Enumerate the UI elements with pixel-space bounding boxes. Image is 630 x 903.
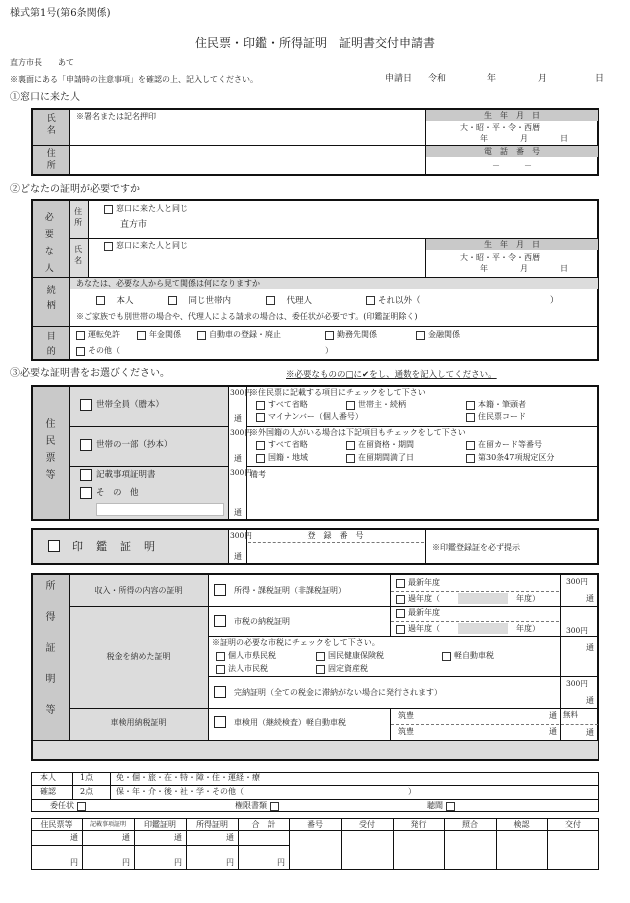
part-household-label: 世帯の一部（抄本） xyxy=(96,440,173,450)
yen-record[interactable]: 円 xyxy=(122,858,130,867)
plate-1-copies[interactable]: 通 xyxy=(549,711,557,720)
tax-past-close: 年度） xyxy=(516,624,540,633)
col-issue: 発行 xyxy=(410,820,427,829)
complete-price: 300円 xyxy=(566,679,588,688)
price-all: 300円 xyxy=(230,388,252,397)
foreign-omit-all[interactable]: すべて省略 xyxy=(256,440,308,450)
price-part: 300円 xyxy=(230,428,252,437)
complete-cert-label: 完納証明（全ての税金に滞納がない場合に発行されます） xyxy=(234,688,442,697)
purpose-employer[interactable]: 勤務先関係 xyxy=(325,330,377,340)
income-tax-checkbox[interactable] xyxy=(214,584,226,596)
phone-input[interactable]: － － xyxy=(492,161,532,170)
seal-cert-label: 印 鑑 証 明 xyxy=(72,540,156,553)
remarks-label: 備考 xyxy=(250,470,266,479)
point1-docs[interactable]: 免・個・旅・在・特・障・住・運経・療 xyxy=(116,773,260,782)
col-seal: 印鑑証明 xyxy=(144,820,176,829)
same-person-address[interactable]: 窓口に来た人と同じ xyxy=(104,204,188,214)
notice-text: ※裏面にある「申請時の注意事項」を確認の上、記入してください。 xyxy=(10,75,258,84)
item-domicile[interactable]: 本籍・筆頭者 xyxy=(466,400,526,410)
col-collation: 照合 xyxy=(462,820,478,829)
yen-seal[interactable]: 円 xyxy=(174,858,182,867)
income-price: 300円 xyxy=(566,577,588,586)
foreign-nationality[interactable]: 国籍・地域 xyxy=(256,453,308,463)
purpose-license[interactable]: 運転免許 xyxy=(76,330,120,340)
date-year[interactable]: 年 xyxy=(487,74,497,84)
purpose-finance[interactable]: 金融関係 xyxy=(416,330,460,340)
col-inspection: 検認 xyxy=(513,820,530,829)
tsu-income[interactable]: 通 xyxy=(226,833,234,842)
tsu-record[interactable]: 通 xyxy=(122,833,130,842)
col-juminhyo: 住民票等 xyxy=(40,820,73,829)
purpose-vehicle[interactable]: 自動車の登録・廃止 xyxy=(197,330,281,340)
relation-household[interactable]: 同じ世帯内 xyxy=(168,296,231,306)
address-input[interactable] xyxy=(72,147,424,173)
tax-paid-label: 税金を納めた証明 xyxy=(106,652,171,661)
copies-record[interactable]: 通 xyxy=(234,508,242,517)
copies-all[interactable]: 通 xyxy=(234,414,242,423)
seal-copies[interactable]: 通 xyxy=(234,552,242,561)
vehicle-cert-label: 車検用（継続検査）軽自動車税 xyxy=(234,718,346,727)
relation-question: あなたは、必要な人から見て関係は何になりますか xyxy=(76,279,260,288)
plate-2[interactable]: 筑豊 xyxy=(398,727,414,736)
tax-corporate[interactable]: 法人市民税 xyxy=(216,664,268,674)
col-reception: 受付 xyxy=(359,820,375,829)
needed-birth-ymd[interactable]: 年 月 日 xyxy=(480,264,568,273)
part-household-checkbox[interactable] xyxy=(80,439,92,451)
needed-address-label: 住所 xyxy=(73,207,83,229)
income-latest[interactable]: 最新年度 xyxy=(396,578,440,588)
phone-label: 電 話 番 号 xyxy=(484,147,540,156)
col-delivery: 交付 xyxy=(565,820,581,829)
col-record: 記載事項証明 xyxy=(89,821,126,828)
complete-cert-checkbox[interactable] xyxy=(214,686,226,698)
price-record: 300円 xyxy=(230,468,252,477)
other-cert-checkbox[interactable] xyxy=(80,487,92,499)
page-title: 住民票・印鑑・所得証明 証明書交付申請書 xyxy=(194,36,435,50)
record-cert-label: 記載事項証明書 xyxy=(96,470,156,480)
tax-cert-checkbox[interactable] xyxy=(214,615,226,627)
purpose-other[interactable]: その他（ xyxy=(76,346,120,356)
copies-part[interactable]: 通 xyxy=(234,454,242,463)
other-cert-label: そ の 他 xyxy=(96,488,139,498)
tax-latest[interactable]: 最新年度 xyxy=(396,608,440,618)
yen-total[interactable]: 円 xyxy=(277,858,285,867)
purpose-other-close: ） xyxy=(325,346,333,355)
honin-label: 本人 xyxy=(40,773,56,782)
date-month[interactable]: 月 xyxy=(538,74,548,84)
same-address-checkbox[interactable] xyxy=(104,205,113,214)
hearing-doc[interactable]: 聴聞 xyxy=(427,801,458,811)
tax-property[interactable]: 固定資産税 xyxy=(316,664,368,674)
complete-copies[interactable]: 通 xyxy=(586,696,594,705)
needed-name-label: 氏名 xyxy=(73,245,83,267)
vehicle-free: 無料 xyxy=(563,710,578,719)
tax-resident[interactable]: 個人市県民税 xyxy=(216,651,276,661)
plate-1[interactable]: 筑豊 xyxy=(398,711,414,720)
tsu-juminhyo[interactable]: 通 xyxy=(70,833,78,842)
name-input[interactable] xyxy=(72,120,424,144)
point2-label: 2点 xyxy=(80,787,94,796)
foreign-article30[interactable]: 第30条47項規定区分 xyxy=(466,453,554,463)
item-resident-code[interactable]: 住民票コード xyxy=(466,412,526,422)
all-household-checkbox[interactable] xyxy=(80,399,92,411)
relation-other[interactable]: それ以外（ xyxy=(366,296,421,306)
birth-ymd[interactable]: 年 月 日 xyxy=(480,134,568,143)
purpose-label: 目的 xyxy=(44,331,55,361)
tax-cert-label: 市税の納税証明 xyxy=(234,617,290,626)
kakunin-label: 確認 xyxy=(40,787,56,796)
seal-cert-checkbox[interactable] xyxy=(48,540,60,552)
same-name-checkbox[interactable] xyxy=(104,242,113,251)
income-past-close: 年度） xyxy=(516,594,540,603)
addressee: 直方市長 あて xyxy=(10,58,74,67)
birth-label: 生 年 月 日 xyxy=(484,111,540,120)
tax-note: ※証明の必要な市税にチェックをして下さい。 xyxy=(212,638,380,647)
items-note: ※住民票に記載する項目にチェックをして下さい xyxy=(250,388,426,397)
relation-other-close: ） xyxy=(550,296,559,306)
name-label: 氏名 xyxy=(44,113,55,137)
income-content-label: 収入・所得の内容の証明 xyxy=(94,586,183,595)
needed-person-label: 必要な人 xyxy=(42,212,53,280)
foreign-note: ※外国籍の人がいる場合は下記項目もチェックをして下さい xyxy=(250,428,466,437)
tax-health[interactable]: 国民健康保険税 xyxy=(316,651,384,661)
relation-label: 続柄 xyxy=(44,285,55,315)
income-copies[interactable]: 通 xyxy=(586,594,594,603)
relation-note: ※ご家族でも別世帯の場合や、代理人による請求の場合は、委任状が必要です。(印鑑証明除く) xyxy=(76,312,418,321)
foreign-status[interactable]: 在留資格・期間 xyxy=(346,440,414,450)
proxy-doc[interactable]: 委任状 xyxy=(50,801,89,811)
record-cert-checkbox[interactable] xyxy=(80,469,92,481)
col-income: 所得証明 xyxy=(196,820,228,829)
tax-light-vehicle[interactable]: 軽自動車税 xyxy=(442,651,494,661)
plate-2-copies[interactable]: 通 xyxy=(549,727,557,736)
vehicle-checkbox[interactable] xyxy=(214,716,226,728)
date-era[interactable]: 令和 xyxy=(428,74,447,84)
point2-close: ） xyxy=(408,787,416,796)
relation-proxy[interactable]: 代理人 xyxy=(266,296,312,306)
date-label: 申請日 xyxy=(385,74,413,84)
seal-note: ※印鑑登録証を必ず提示 xyxy=(432,543,520,552)
section1-heading: ①窓口に来た人 xyxy=(10,92,80,103)
reg-no-label: 登 録 番 号 xyxy=(307,531,364,540)
needed-birth-eras[interactable]: 大・昭・平・令・西暦 xyxy=(460,253,540,262)
authority-doc[interactable]: 権限書類 xyxy=(235,801,282,811)
section3-heading: ③必要な証明書をお選びください。 xyxy=(10,368,170,379)
income-tax-label: 所得・課税証明（非課税証明） xyxy=(234,586,346,595)
vehicle-copies[interactable]: 通 xyxy=(586,728,594,737)
other-cert-input[interactable] xyxy=(96,503,224,516)
yen-juminhyo[interactable]: 円 xyxy=(70,858,78,867)
section3-note: ※必要なものの□に✔をし、通数を記入してください。 xyxy=(286,370,497,380)
same-person-name[interactable]: 窓口に来た人と同じ xyxy=(104,241,188,251)
income-label: 所得証明等 xyxy=(43,580,54,735)
tsu-seal[interactable]: 通 xyxy=(174,833,182,842)
section2-heading: ②どなたの証明が必要ですか xyxy=(10,184,140,195)
item-omit-all[interactable]: すべて省略 xyxy=(256,400,308,410)
tax-past-year-input[interactable] xyxy=(458,623,508,634)
juminhyo-label: 住民票等 xyxy=(43,418,54,486)
col-number: 番号 xyxy=(307,820,323,829)
address-label: 住所 xyxy=(44,148,55,172)
relation-self[interactable]: 本人 xyxy=(96,296,134,306)
col-total: 合 計 xyxy=(251,820,276,829)
reg-no-input[interactable] xyxy=(250,544,422,561)
form-number: 様式第1号(第6条関係) xyxy=(10,8,111,19)
purpose-pension[interactable]: 年金関係 xyxy=(137,330,181,340)
item-head-relation[interactable]: 世帯主・続柄 xyxy=(346,400,406,410)
income-past[interactable]: 過年度（ xyxy=(396,594,440,604)
foreign-card-no[interactable]: 在留カード等番号 xyxy=(466,440,542,450)
point1-label: 1点 xyxy=(80,773,94,782)
tax-past[interactable]: 過年度（ xyxy=(396,624,440,634)
foreign-expiry[interactable]: 在留期間満了日 xyxy=(346,453,414,463)
item-mynumber[interactable]: マイナンバー（個人番号） xyxy=(256,412,363,422)
tax-copies[interactable]: 通 xyxy=(586,643,594,652)
tax-price: 300円 xyxy=(566,626,588,635)
date-day[interactable]: 日 xyxy=(595,74,605,84)
name-note: ※署名または記名押印 xyxy=(76,112,156,121)
needed-birth-label: 生 年 月 日 xyxy=(484,240,540,249)
point2-docs[interactable]: 保・年・介・後・社・学・その他（ xyxy=(116,787,244,796)
city-name: 直方市 xyxy=(120,220,148,230)
birth-eras[interactable]: 大・昭・平・令・西暦 xyxy=(460,123,540,132)
income-past-year-input[interactable] xyxy=(458,593,508,604)
all-household-label: 世帯全員（謄本） xyxy=(96,400,165,410)
seal-price: 300円 xyxy=(230,531,252,540)
yen-income[interactable]: 円 xyxy=(226,858,234,867)
vehicle-label: 車検用納税証明 xyxy=(110,718,167,727)
